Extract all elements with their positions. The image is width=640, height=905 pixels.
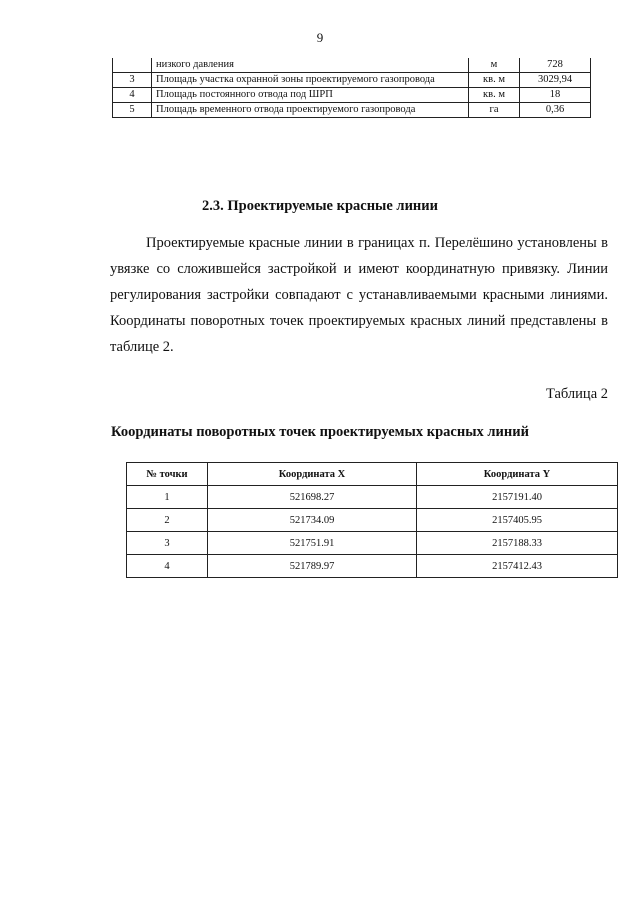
coord-x: 521698.27 [208,486,417,509]
row-unit: м [469,58,520,73]
table-header-row [127,463,618,486]
table-row [127,509,618,532]
row-unit: кв. м [469,88,520,103]
row-value: 3029,94 [520,73,591,88]
coord-x: 521789.97 [208,555,417,578]
coord-y: 2157405.95 [417,509,618,532]
table-row [113,88,591,103]
row-unit: га [469,103,520,118]
table-row [113,103,591,118]
land-area-table [112,58,591,118]
row-number: 4 [113,88,152,103]
point-number: 2 [127,509,208,532]
table-row [127,532,618,555]
header-y: Координата Y [417,463,618,486]
coordinates-table [126,462,618,578]
row-description: низкого давления [152,58,469,73]
body-paragraph: Проектируемые красные линии в границах п. Перелёшино установлены в увязке со сложившейся застройкой и имеют координатную привязку. Линии регулирования застройки совпадают с устанавливаемыми красными линиями. Координаты поворотных точек проектируемых красных линий представлены в таблице 2. [110,235,608,355]
row-number: 5 [113,103,152,118]
page-number: 9 [316,30,324,45]
point-number: 1 [127,486,208,509]
row-description: Площадь временного отвода проектируемого газопровода [152,103,469,118]
table-row [127,486,618,509]
row-value: 0,36 [520,103,591,118]
coord-x: 521751.91 [208,532,417,555]
table-caption: Координаты поворотных точек проектируемых красных линий [111,424,529,440]
table-row [127,555,618,578]
table-label: Таблица 2 [545,386,608,402]
coord-x: 521734.09 [208,509,417,532]
row-value: 18 [520,88,591,103]
point-number: 4 [127,555,208,578]
row-description: Площадь постоянного отвода под ШРП [152,88,469,103]
header-x: Координата X [208,463,417,486]
row-number: 3 [113,73,152,88]
row-value: 728 [520,58,591,73]
table-row [113,73,591,88]
header-point: № точки [127,463,208,486]
row-description: Площадь участка охранной зоны проектируемого газопровода [152,73,469,88]
coord-y: 2157191.40 [417,486,618,509]
section-heading: 2.3. Проектируемые красные линии [201,198,438,214]
row-unit: кв. м [469,73,520,88]
coord-y: 2157412.43 [417,555,618,578]
coord-y: 2157188.33 [417,532,618,555]
row-number [113,58,152,73]
table-row [113,58,591,73]
point-number: 3 [127,532,208,555]
